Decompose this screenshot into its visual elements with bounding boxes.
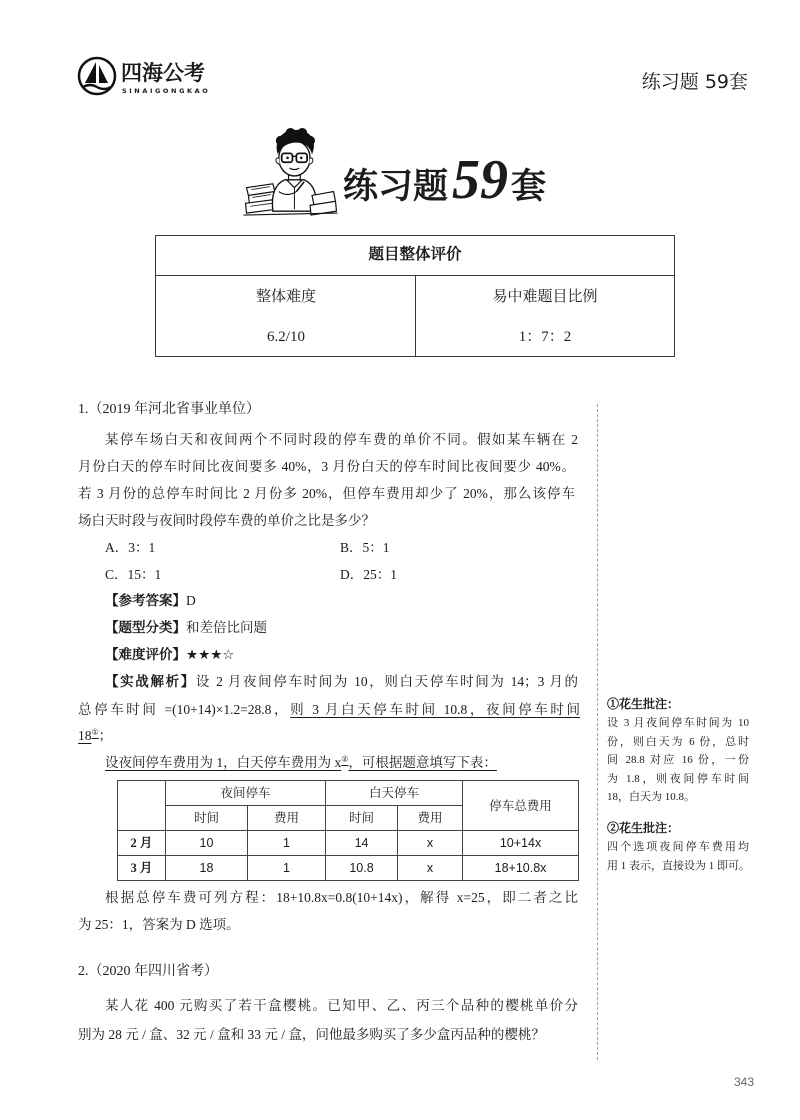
table-cell: 14 — [326, 831, 398, 856]
answer-value: D — [186, 593, 196, 608]
margin-note-title: ②花生批注： — [607, 821, 680, 835]
table-subheader: 时间 — [326, 806, 398, 831]
table-cell: 10 — [166, 831, 248, 856]
margin-note-line: 18，白天为 10.8。 — [607, 791, 695, 803]
analysis-line — [105, 672, 578, 692]
category-value: 和差倍比问题 — [186, 620, 267, 635]
title-number: 59 — [452, 149, 509, 211]
table-group-header: 白天停车 — [326, 781, 463, 806]
page-number: 343 — [734, 1075, 755, 1089]
title-prefix: 练习题 — [343, 167, 449, 207]
category-label: 【题型分类】 — [105, 620, 186, 635]
margin-note-2 — [607, 819, 749, 875]
table-corner-cell — [118, 781, 166, 831]
table-row — [118, 856, 579, 881]
margin-divider — [597, 404, 598, 1060]
table-subheader: 时间 — [166, 806, 248, 831]
publisher-logo — [77, 56, 212, 98]
table-cell: 1 — [248, 831, 326, 856]
question-1-stem-line: 某停车场白天和夜间两个不同时段的停车费的单价不同。假如某车辆在 2 — [105, 432, 578, 447]
setup-tail: ，可根据题意填写下表： — [348, 755, 497, 770]
table-cell: 18+10.8x — [463, 856, 579, 881]
question-2-stem-line: 某人花 400 元购买了若干盒樱桃。已知甲、乙、丙三个品种的樱桃单价分 — [105, 998, 578, 1013]
table-row — [118, 831, 579, 856]
page-title — [343, 149, 547, 211]
analysis-text: 总停车时间 =(10+14)×1.2=28.8， — [78, 702, 291, 717]
table-cell: x — [398, 856, 463, 881]
analysis-text: 设 2 月夜间停车时间为 10，则白天停车时间为 14；3 月的 — [195, 674, 579, 689]
evaluation-heading: 题目整体评价 — [368, 246, 462, 263]
table-header-row — [118, 781, 579, 806]
margin-note-line: 四个选项夜间停车费用均 — [607, 841, 749, 853]
option-d: D．25：1 — [340, 567, 397, 582]
question-1-stem-line: 月份白天的停车时间比夜间要多 40%，3 月份白天的停车时间比夜间要少 40%。 — [78, 459, 575, 474]
logo-text: 四海公考 — [121, 61, 205, 85]
logo-subtext: SINAIGONGKAO — [122, 87, 211, 95]
setup-line — [105, 753, 497, 773]
analysis-underlined-text: 18 — [78, 728, 92, 743]
question-2-heading: 2.（2020 年四川省考） — [78, 964, 218, 979]
question-1-stem-line: 场白天时段与夜间时段停车费的单价之比是多少？ — [78, 513, 375, 528]
note-reference-1: ① — [91, 727, 99, 737]
note-reference-2: ② — [341, 754, 349, 764]
ratio-label: 易中难题目比例 — [492, 289, 598, 305]
difficulty-label: 【难度评价】 — [105, 647, 186, 662]
margin-note-title: ①花生批注： — [607, 697, 680, 711]
table-subheader: 费用 — [248, 806, 326, 831]
table-cell-month: 2 月 — [118, 831, 166, 856]
option-a: A．3：1 — [105, 540, 156, 555]
analysis-line — [78, 700, 580, 720]
table-cell: 10.8 — [326, 856, 398, 881]
table-group-header: 夜间停车 — [166, 781, 326, 806]
table-cell: x — [398, 831, 463, 856]
cartoon-student-illustration — [243, 127, 338, 217]
setup-text: 设夜间停车费用为 1，白天停车费用为 x — [105, 755, 342, 770]
answer-line — [105, 591, 196, 611]
table-cell-month: 3 月 — [118, 856, 166, 881]
question-2-stem-line: 别为 28 元 / 盒、32 元 / 盒和 33 元 / 盒，问他最多购买了多少盒丙品种的樱桃？ — [78, 1027, 545, 1042]
margin-note-line: 为 1.8，则夜间停车时间 — [607, 772, 749, 785]
ratio-value: 1：7：2 — [518, 329, 572, 345]
margin-note-line: 设 3 月夜间停车时间为 10 — [607, 717, 749, 729]
difficulty-value: 6.2/10 — [267, 329, 305, 345]
table-cell: 1 — [248, 856, 326, 881]
question-1-stem-line: 若 3 月份的总停车时间比 2 月份多 20%，但停车费用却少了 20%，那么该停车 — [78, 486, 575, 501]
table-subheader: 费用 — [398, 806, 463, 831]
difficulty-line — [105, 645, 234, 665]
difficulty-label: 整体难度 — [255, 289, 316, 305]
table-cell: 18 — [166, 856, 248, 881]
title-suffix: 套 — [511, 167, 547, 207]
parking-fee-table — [117, 780, 579, 881]
margin-note-line: 间 28.8 对应 16 份，一份 — [607, 754, 749, 766]
table-group-header: 停车总费用 — [463, 781, 579, 831]
analysis-label: 【实战解析】 — [105, 674, 196, 689]
conclusion-line: 根据总停车费可列方程：18+10.8x=0.8(10+14x)，解得 x=25，即二者之比 — [105, 890, 578, 905]
conclusion-line: 为 25：1，答案为 D 选项。 — [78, 917, 240, 932]
analysis-line — [78, 726, 112, 746]
margin-note-1 — [607, 695, 749, 807]
margin-note-line: 份，则白天为 6 份，总时 — [607, 735, 749, 748]
table-cell: 10+14x — [463, 831, 579, 856]
category-line — [105, 618, 267, 638]
sail-logo-icon — [77, 56, 117, 96]
option-b: B．5：1 — [340, 540, 390, 555]
analysis-underlined-text: 则 3 月白天停车时间 10.8，夜间停车时间 — [290, 702, 581, 717]
answer-label: 【参考答案】 — [105, 593, 186, 608]
overall-evaluation-box — [155, 235, 675, 357]
running-header-title: 练习题 59套 — [641, 71, 748, 93]
option-c: C．15：1 — [105, 567, 162, 582]
analysis-text: ； — [98, 728, 113, 743]
difficulty-stars: ★★★☆ — [186, 647, 235, 662]
margin-note-line: 用 1 表示，直接设为 1 即可。 — [607, 859, 750, 872]
question-1-heading: 1.（2019 年河北省事业单位） — [78, 402, 260, 417]
